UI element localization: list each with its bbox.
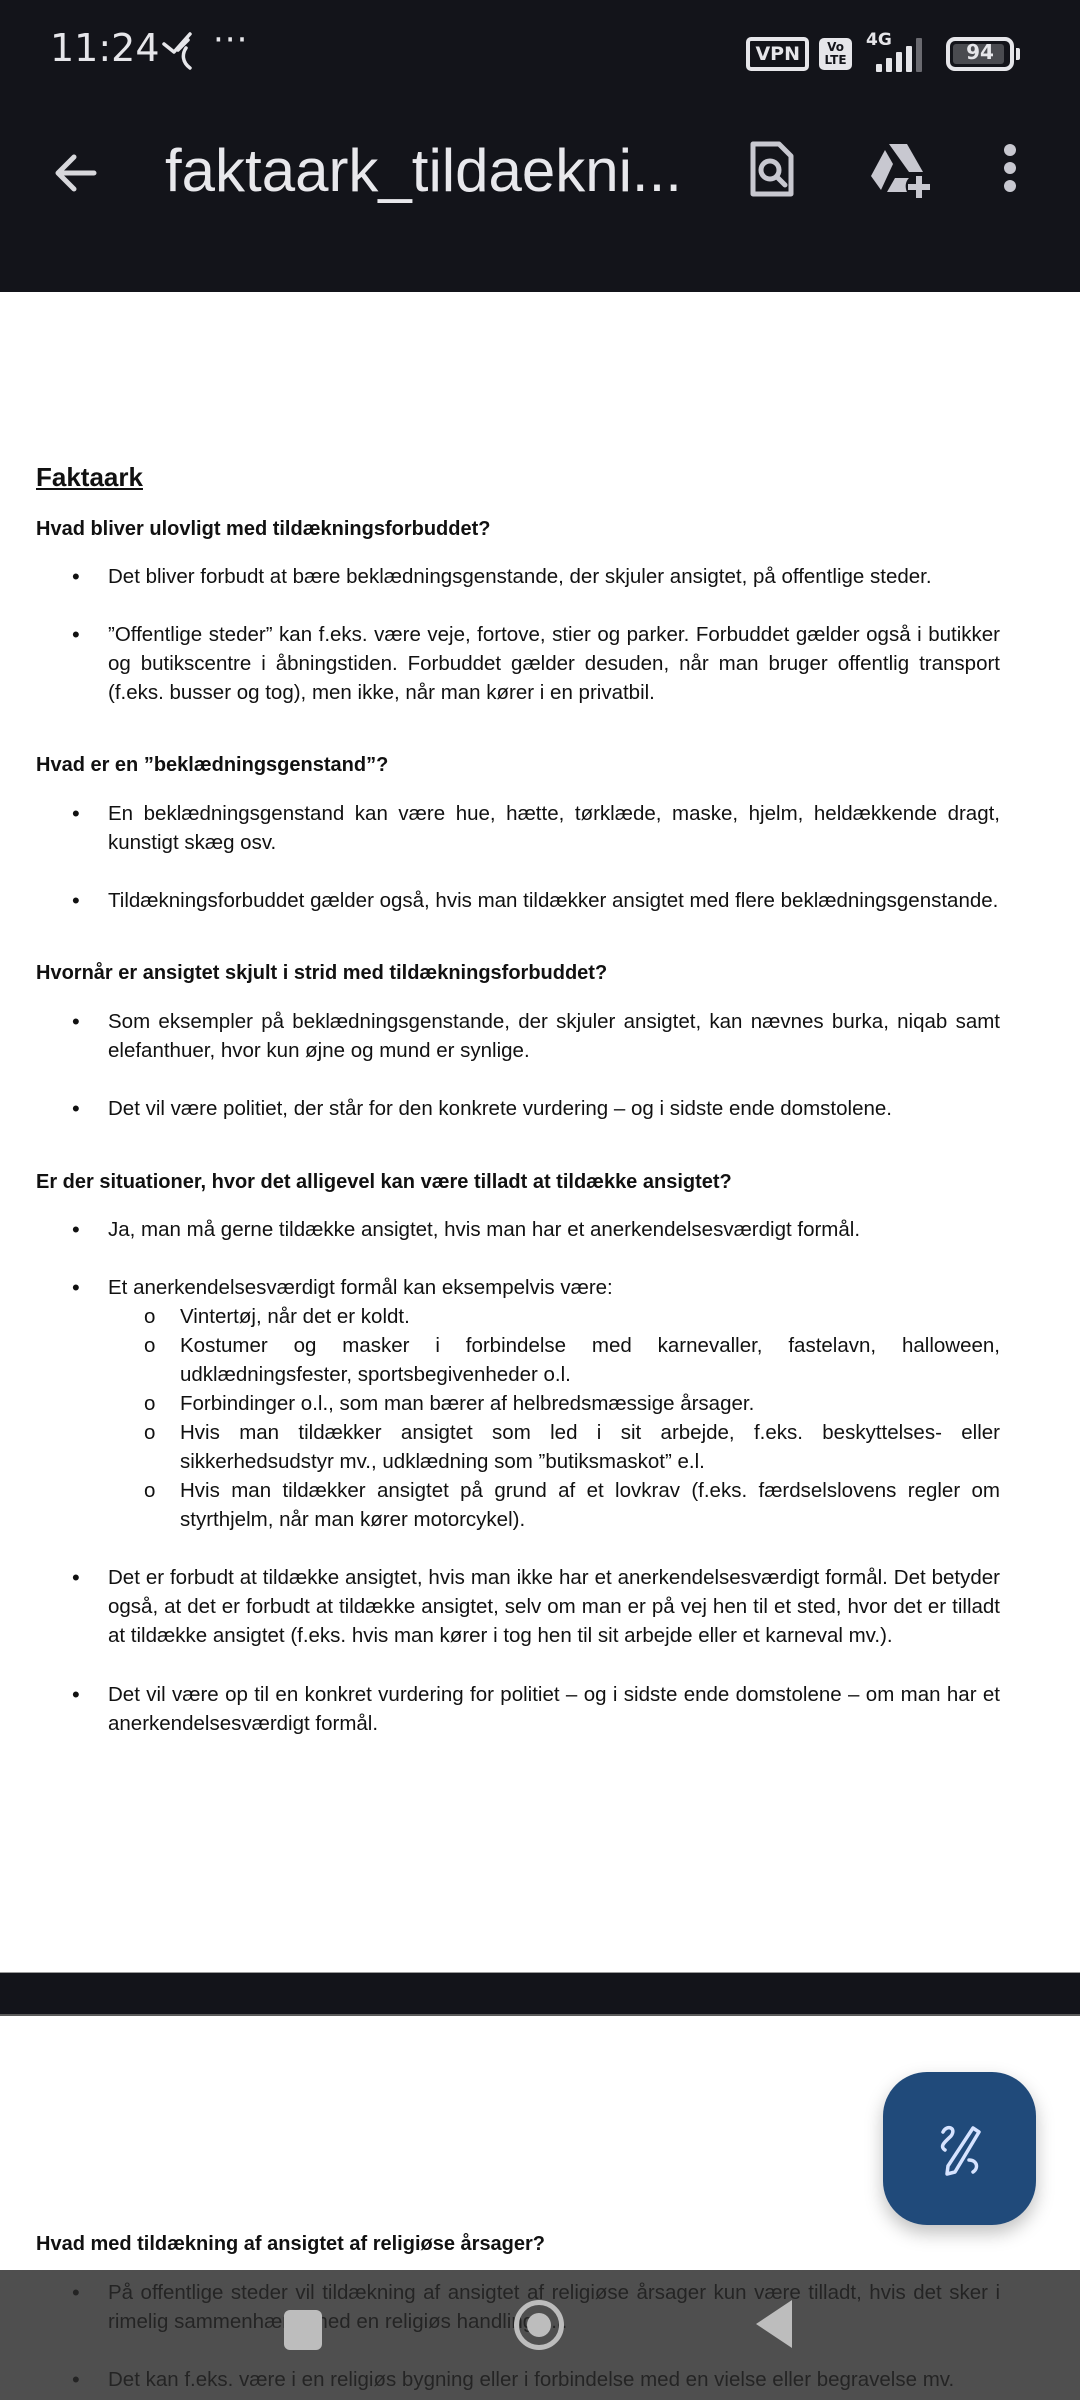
- more-options-button[interactable]: [980, 130, 1040, 210]
- draw-annotate-icon: [933, 2122, 987, 2176]
- section-question: Hvad med tildækning af ansigtet af religiøse årsager?: [36, 2233, 546, 2255]
- sub-list-item: o Forbindinger o.l., som man bærer af helbredsmæssige årsager.: [180, 1389, 1000, 1418]
- status-icons: [746, 30, 1020, 74]
- list-item: • Et anerkendelsesværdigt formål kan eksempelvis være:: [108, 1273, 1000, 1302]
- status-bar: [0, 0, 1080, 100]
- list-item: • Det er forbudt at tildække ansigtet, hvis man ikke har et anerkendelsesværdigt formål. Det betyder også, at det er forbudt at tildække ansigtet, selv om man er på vej hen til et sted, hvor det er tilladt at tildække ansigtet (f.eks. hvis man kører i tog hen til sit arbejde eller et karneval mv.).: [108, 1563, 1000, 1650]
- section-question: Hvad bliver ulovligt med tildækningsforbuddet?: [36, 518, 491, 540]
- status-time: 11:24: [50, 26, 160, 70]
- document-heading: Faktaark: [36, 462, 143, 492]
- signal-icon: [862, 30, 924, 74]
- notification-app-icon: [160, 30, 206, 75]
- list-item: • Det vil være op til en konkret vurdering for politiet – og i sidste ende domstolene – om man har et anerkendelsesværdigt formål.: [108, 1680, 1000, 1738]
- list-item: • Som eksempler på beklædningsgenstande, der skjuler ansigtet, kan nævnes burka, niqab samt elefanthuer, hvor kun øjne og mund er synlige.: [108, 1007, 1000, 1065]
- home-icon[interactable]: [514, 2300, 564, 2350]
- vpn-icon: VPN: [746, 37, 809, 71]
- volte-bottom: LTE: [824, 53, 847, 67]
- add-to-drive-icon: [869, 140, 935, 200]
- app-bar: [0, 100, 1080, 292]
- back-arrow-icon: [44, 140, 110, 206]
- sub-list-item: o Kostumer og masker i forbindelse med karnevaller, fastelavn, halloween, udklædningsfester, sportsbegivenheder o.l.: [180, 1331, 1000, 1389]
- find-in-document-button[interactable]: [732, 130, 812, 210]
- network-type: 4G: [866, 30, 892, 50]
- document-title: faktaark_tildaekni...: [165, 137, 682, 204]
- list-item: • Ja, man må gerne tildække ansigtet, hvis man har et anerkendelsesværdigt formål.: [108, 1215, 1000, 1244]
- section-question: Hvornår er ansigtet skjult i strid med tildækningsforbuddet?: [36, 962, 608, 984]
- find-in-document-icon: [747, 140, 797, 200]
- add-to-drive-button[interactable]: [862, 130, 942, 210]
- sub-list-item: o Hvis man tildækker ansigtet på grund af et lovkrav (f.eks. færdselslovens regler om styrthjelm, når man kører motorcykel).: [180, 1476, 1000, 1534]
- battery-icon: [946, 37, 1020, 71]
- document-page-1[interactable]: [0, 292, 1080, 1972]
- list-item: • En beklædningsgenstand kan være hue, hætte, tørklæde, maske, hjelm, heldækkende dragt, kunstigt skæg osv.: [108, 799, 1000, 857]
- list-item: • Det bliver forbudt at bære beklædningsgenstande, der skjuler ansigtet, på offentlige steder.: [108, 562, 1000, 591]
- recents-icon[interactable]: [284, 2310, 322, 2350]
- section-question: Er der situationer, hvor det alligevel kan være tilladt at tildække ansigtet?: [36, 1171, 732, 1193]
- more-notifications-icon: ···: [213, 20, 249, 60]
- sub-list-item: o Hvis man tildækker ansigtet som led i sit arbejde, f.eks. beskyttelses- eller sikkerhedsudstyr mv., udklædning som ”butiksmaskot” e.l.: [180, 1418, 1000, 1476]
- section-question: Hvad er en ”beklædningsgenstand”?: [36, 754, 389, 776]
- back-button[interactable]: [44, 140, 110, 206]
- volte-icon: [819, 38, 852, 70]
- system-nav-bar: [0, 2270, 1080, 2400]
- annotate-fab-button[interactable]: [883, 2072, 1036, 2225]
- sub-list-item: o Vintertøj, når det er koldt.: [180, 1302, 1000, 1331]
- back-icon[interactable]: [756, 2300, 792, 2348]
- battery-level: 94: [966, 40, 994, 64]
- list-item: • Det vil være politiet, der står for den konkrete vurdering – og i sidste ende domstolene.: [108, 1094, 1000, 1123]
- page-separator: [0, 1972, 1080, 2016]
- volte-top: Vo: [827, 40, 844, 54]
- more-vert-icon: [1000, 140, 1020, 200]
- list-item: • Tildækningsforbuddet gælder også, hvis man tildækker ansigtet med flere beklædningsgenstande.: [108, 886, 1000, 915]
- list-item: • ”Offentlige steder” kan f.eks. være veje, fortove, stier og parker. Forbuddet gælder også i butikker og butikscentre i åbningstiden. Forbuddet gælder desuden, når man bruger offentlig transport (f.eks. busser og tog), men ikke, når man kører i en privatbil.: [108, 620, 1000, 707]
- signal-bars: [876, 38, 922, 72]
